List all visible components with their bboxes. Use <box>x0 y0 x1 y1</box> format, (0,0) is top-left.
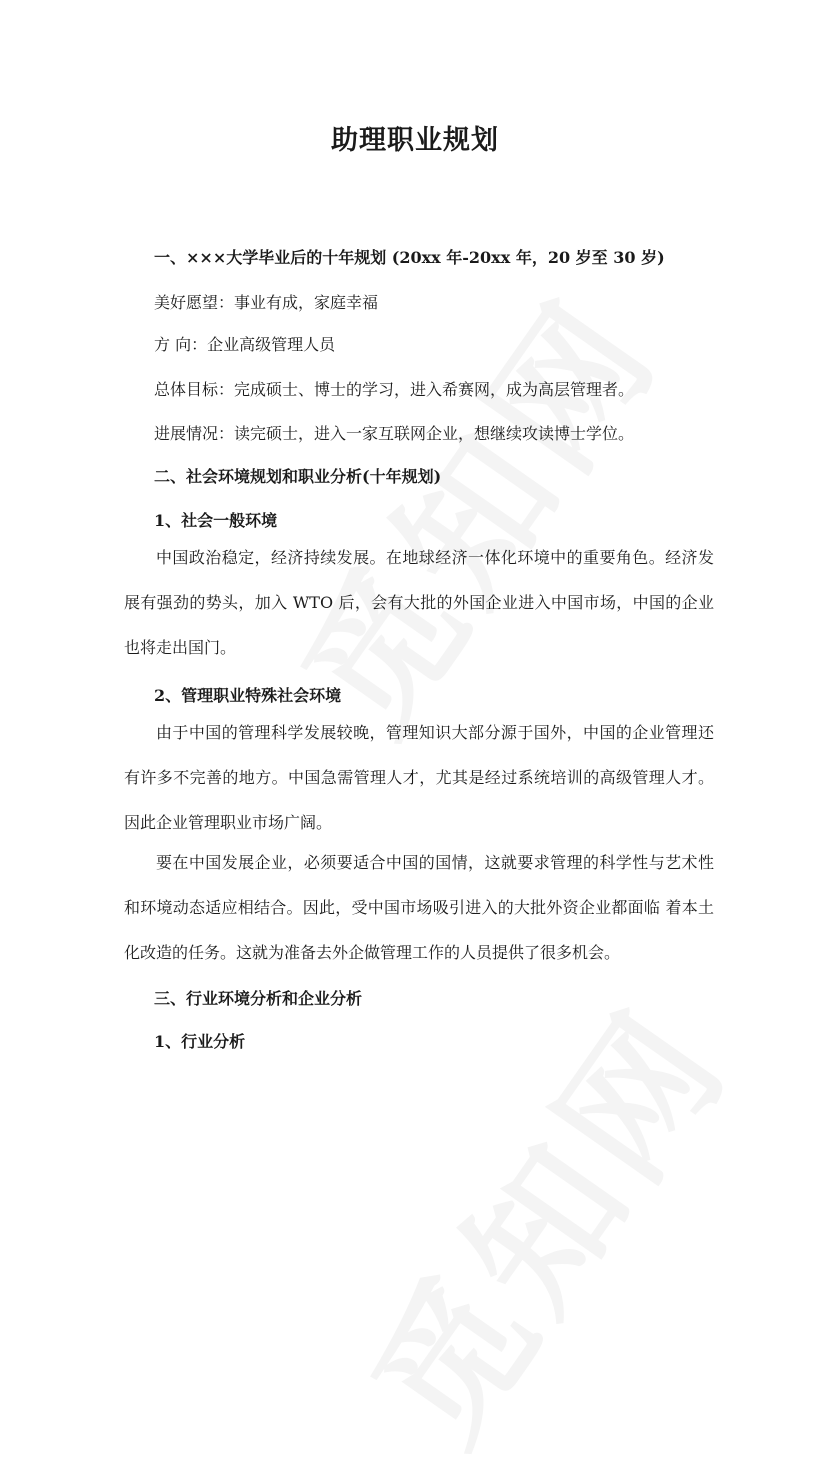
section-3-heading: 三、行业环境分析和企业分析 <box>154 989 363 1008</box>
subsection-heading: 1、社会一般环境 <box>154 511 278 530</box>
progress-line: 进展情况：读完硕士，进入一家互联网企业，想继续攻读博士学位。 <box>154 424 635 443</box>
subsection-heading: 2、管理职业特殊社会环境 <box>154 686 342 705</box>
watermark <box>314 959 766 1476</box>
wish-line: 美好愿望：事业有成，家庭幸福 <box>154 293 379 312</box>
section-1-heading: 一、×××大学毕业后的十年规划 (20xx 年-20xx 年，20 岁至 30 岁) <box>154 248 665 267</box>
page-title: 助理职业规划 <box>331 125 499 156</box>
subsection-heading: 1、行业分析 <box>154 1032 246 1051</box>
paragraph: 要在中国发展企业，必须要适合中国的国情，这就要求管理的科学性与艺术性和环境动态适应相结合。因此，受中国市场吸引进入的大批外资企业都面临 着本土化改造的任务。这就为准备去外企做管理工作的人员提供了很多机会。 <box>124 853 714 962</box>
direction-line: 方 向：企业高级管理人员 <box>154 335 336 354</box>
paragraph: 中国政治稳定，经济持续发展。在地球经济一体化环境中的重要角色。经济发展有强劲的势头，加入 WTO 后，会有大批的外国企业进入中国市场，中国的企业也将走出国门。 <box>124 548 714 657</box>
section-2-heading: 二、社会环境规划和职业分析(十年规划) <box>154 467 442 486</box>
goal-line: 总体目标：完成硕士、博士的学习，进入希赛网，成为高层管理者。 <box>154 380 635 399</box>
paragraph: 由于中国的管理科学发展较晚，管理知识大部分源于国外，中国的企业管理还有许多不完善的地方。中国急需管理人才，尤其是经过系统培训的高级管理人才。因此企业管理职业市场广阔。 <box>124 723 714 832</box>
